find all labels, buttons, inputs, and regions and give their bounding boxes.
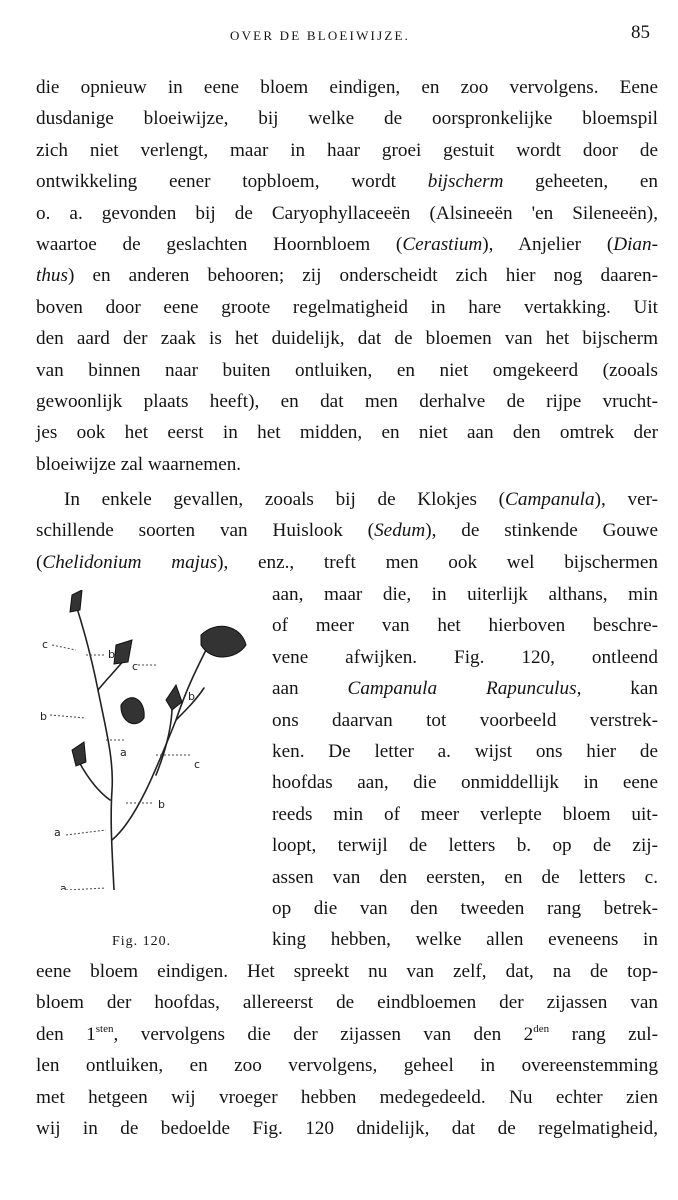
text-line: bloeiwijze zal waarnemen. [36,453,242,475]
bud-left-lower [72,742,86,766]
flower-right [201,626,246,657]
text-line: aan, maar die, in uiterlijk althans, min [272,584,658,605]
figure-label: c [194,758,201,771]
text-line: jes ook het eerst in het midden, en niet aan den omtrek der [36,422,658,444]
text-line: len ontluiken, en zoo vervolgens, geheel in overeenstemming [36,1055,658,1077]
bud-top [70,590,82,612]
figure-label: b [158,798,165,811]
plant-drawing [36,590,266,890]
term-bijscherm: bijscherm [427,171,504,193]
figure-label: a [60,882,67,890]
text-line: o. a. gevonden bij de Caryophyllaceeën (Alsineeën 'en Sileneeën), [36,202,658,224]
text-line: den $1^{sten}$, vervolgens die der zijassen van den $2^{den}$ rang zul- [36,1022,658,1045]
text-line: ontwikkeling eener topbloem, wordt bijscherm geheeten, en [36,171,658,193]
bud-upper-right [114,640,132,664]
text-line: waartoe de geslachten Hoornbloem (Cerastium), Anjelier (Dian- [36,233,658,255]
text-line: assen van den eersten, en de letters c. [272,866,658,888]
figure-label: b [108,648,115,661]
wrapped-text-column [272,579,658,956]
text-line: reeds min of meer verlepte bloem uit- [272,803,658,825]
text-line: In enkele gevallen, zooals bij de Klokjes (Campanula), ver- [64,489,658,510]
text-line: eene bloem eindigen. Het spreekt nu van zelf, dat, na de top- [36,961,658,982]
text-line: wij in de bedoelde Fig. 120 dnidelijk, dat de regelmatigheid, [36,1117,658,1139]
flower-middle [121,698,144,724]
figure-label: a [54,826,61,839]
figure-campanula-illustration [36,590,266,890]
side-branch-right [112,650,206,840]
text-line: of meer van het hierboven beschre- [272,615,658,637]
figure-caption: Fig. 120. [112,934,172,949]
figure-label: a [120,746,127,759]
text-line: die opnieuw in eene bloem eindigen, en zoo vervolgens. Eene [36,77,658,98]
text-line: (Chelidonium majus), enz., treft men ook wel bijschermen [36,551,658,573]
page-header [38,22,650,48]
paragraph-continued [36,72,658,480]
figure-label: c [132,660,139,673]
text-line: bloem der hoofdas, allereerst de eindbloemen der zijassen van [36,992,658,1014]
text-line: gewoonlijk plaats heeft), en dat men derhalve de rijpe vrucht- [36,390,658,412]
text-line: ken. De letter a. wijst ons hier de [272,740,658,762]
term-campanula-rapunculus: Campanula Rapunculus [347,678,577,700]
text-line: op die van den tweeden rang betrek- [272,897,658,919]
figure-label: c [42,638,49,651]
text-line: dusdanige bloeiwijze, bij welke de oorspronkelijke bloemspil [36,108,658,130]
page-number: 85 [631,22,650,43]
paragraph-second-continued [36,956,658,1144]
text-line: zich niet verlengt, maar in haar groei gestuit wordt door de [36,139,658,161]
text-line: boven door eene groote regelmatigheid in hare vertakking. Uit [36,296,658,318]
text-line: van binnen naar buiten ontluiken, en niet omgekeerd (zooals [36,359,658,381]
figure-label: b [40,710,47,723]
text-line: loopt, terwijl de letters b. op de zij- [272,835,658,857]
paragraph-second [36,484,658,578]
text-line: den aard der zaak is het duidelijk, dat de bloemen van het bijscherm [36,328,658,350]
text-line: ons daarvan tot voorbeeld verstrek- [272,709,658,731]
text-line: aan Campanula Rapunculus, kan [272,678,658,700]
figure-label: b [188,690,195,703]
text-line: schillende soorten van Huislook (Sedum), de stinkende Gouwe [36,520,658,542]
running-title: OVER DE BLOEIWIJZE. [230,28,411,43]
text-line: king hebben, welke allen eveneens in [272,929,658,951]
bud-right [166,685,182,710]
text-line: thus) en anderen behooren; zij onderscheidt zich hier nog daaren- [36,265,658,287]
text-line: hoofdas aan, die onmiddellijk in eene [272,772,658,794]
text-line: vene afwijken. Fig. 120, ontleend [272,646,658,668]
text-line: met hetgeen wij vroeger hebben medegedeeld. Nu echter zien [36,1086,658,1108]
